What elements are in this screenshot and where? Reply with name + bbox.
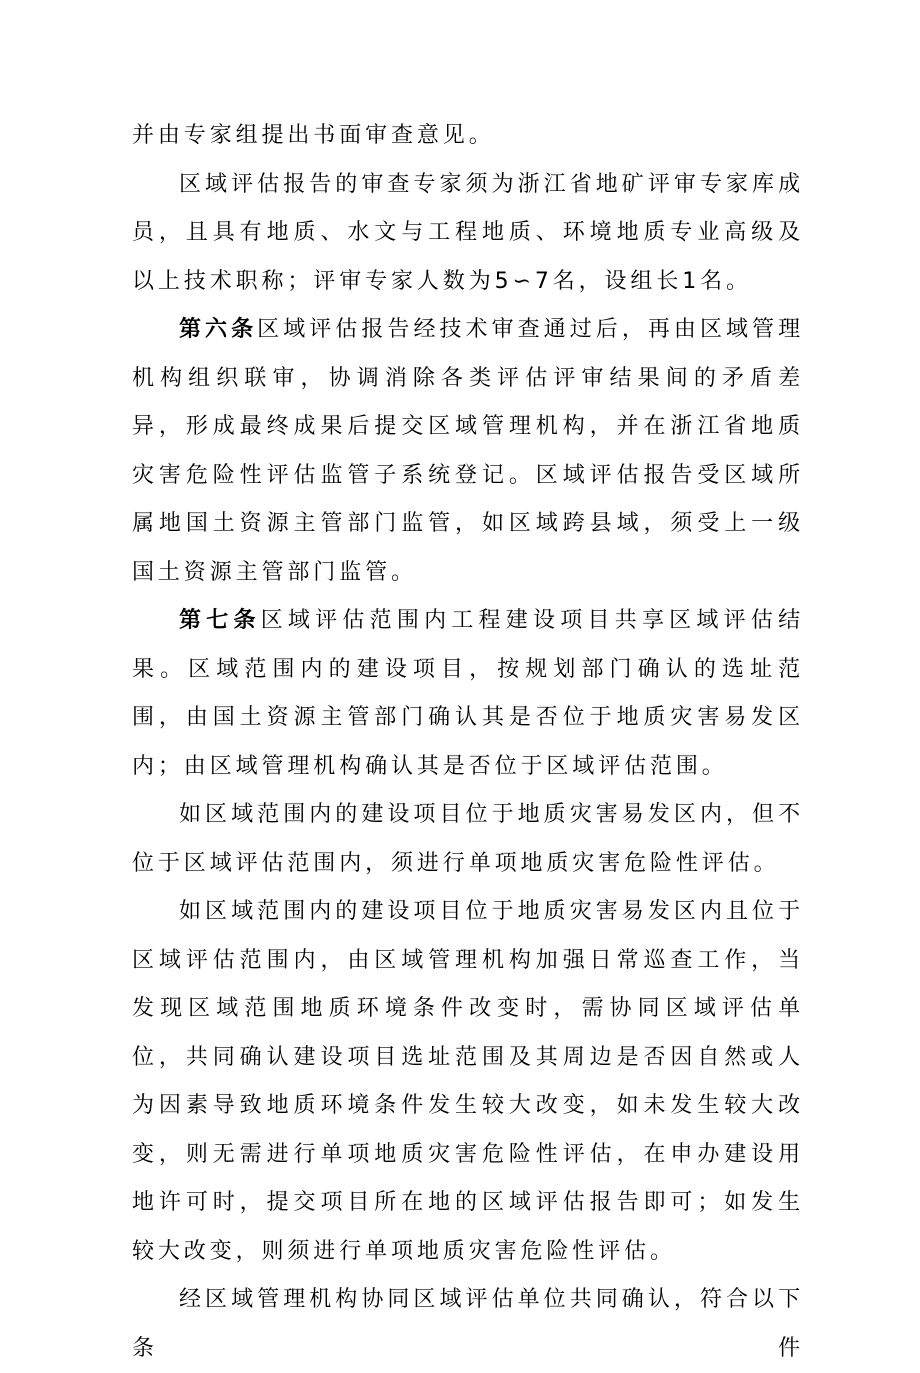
paragraph-in-scope (132, 888, 804, 1276)
paragraph-not-in-scope (132, 791, 804, 888)
paragraph-text: 并由专家组提出书面审查意见。 (132, 123, 495, 148)
paragraph-conditions (132, 1276, 804, 1373)
paragraph-continuation (132, 112, 804, 161)
paragraph-article-6 (132, 306, 804, 597)
paragraph-text: 区域评估报告经技术审查通过后，再由区域管理机构组织联审，协调消除各类评估评审结果间的矛盾差异，形成最终成果后提交区域管理机构，并在浙江省地质灾害危险性评估监管子系统登记。区域评估报告受区域所属地国土资源主管部门监管，如区域跨县域，须受上一级国土资源主管部门监管。 (132, 317, 805, 585)
paragraph-article-7 (132, 597, 804, 791)
paragraph-text: 经区域管理机构协同区域评估单位共同确认，符合以下条件 (132, 1287, 804, 1361)
document-body (132, 112, 804, 1373)
paragraph-text: 区域评估报告的审查专家须为浙江省地矿评审专家库成员，且具有地质、水文与工程地质、环境地质专业高级及以上技术职称；评审专家人数为5∽7名，设组长1名。 (132, 171, 804, 294)
paragraph-text: 区域评估范围内工程建设项目共享区域评估结果。区域范围内的建设项目，按规划部门确认的选址范围，由国土资源主管部门确认其是否位于地质灾害易发区内；由区域管理机构确认其是否位于区域评估范围。 (132, 608, 804, 779)
paragraph-text: 如区域范围内的建设项目位于地质灾害易发区内，但不位于区域评估范围内，须进行单项地质灾害危险性评估。 (132, 802, 804, 876)
paragraph-text: 如区域范围内的建设项目位于地质灾害易发区内且位于区域评估范围内，由区域管理机构加强日常巡查工作，当发现区域范围地质环境条件改变时，需协同区域评估单位，共同确认建设项目选址范围及其周边是否因自然或人为因素导致地质环境条件发生较大改变，如未发生较大改变，则无需进行单项地质灾害危险性评估，在申办建设用地许可时，提交项目所在地的区域评估报告即可；如发生较大改变，则须进行单项地质灾害危险性评估。 (132, 899, 804, 1264)
article-heading: 第七条 (179, 608, 261, 633)
paragraph-review-experts (132, 161, 804, 307)
article-heading: 第六条 (179, 317, 258, 342)
